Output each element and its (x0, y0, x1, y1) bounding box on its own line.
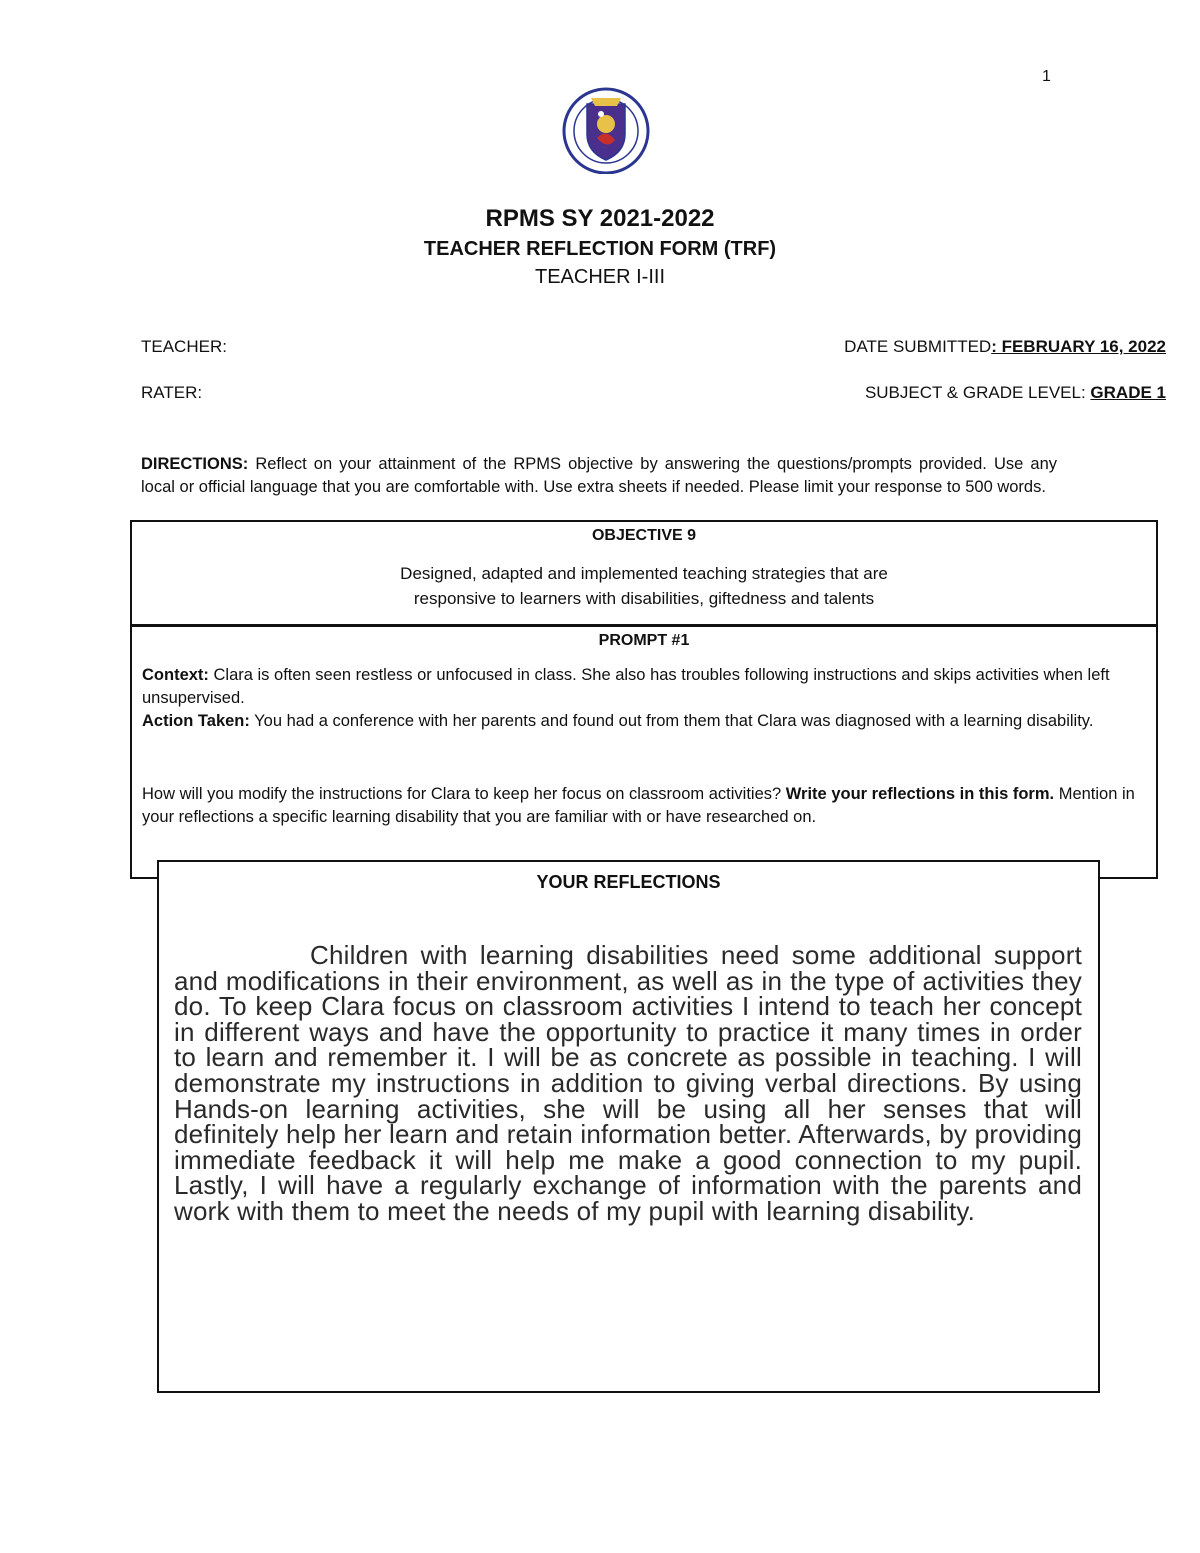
page-title: RPMS SY 2021-2022 (485, 205, 715, 232)
directions (141, 453, 1057, 499)
subject-label: SUBJECT & GRADE LEVEL: (864, 383, 1091, 402)
objective-heading: OBJECTIVE 9 (591, 527, 697, 544)
prompt-heading: PROMPT #1 (598, 632, 690, 649)
context-text: Clara is often seen restless or unfocused in class. She also has troubles following instructions and skips activities when left unsupervised. (142, 666, 1110, 707)
objective-text (132, 561, 1156, 611)
directions-label: DIRECTIONS: (141, 455, 249, 473)
prompt-context (142, 664, 1146, 710)
question-text: How will you modify the instructions for Clara to keep her focus on classroom activities? (142, 785, 786, 803)
form-subtitle: TEACHER REFLECTION FORM (TRF) (423, 238, 777, 260)
objective-line-1: Designed, adapted and implemented teaching strategies that are (400, 564, 888, 583)
context-label: Context: (142, 666, 209, 684)
subject-grade-field (865, 383, 1166, 403)
prompt-action (142, 710, 1146, 733)
page-number: 1 (1042, 68, 1051, 85)
action-text: You had a conference with her parents and found out from them that Clara was diagnosed with a learning disability. (249, 712, 1094, 730)
reflection-body: Children with learning disabilities need some additional support and modifications in their environment, as well as in the type of activities they do. To keep Clara focus on classroom activities I intend to teach her concept in different ways and have the opportunity to practice it many times in order to learn and remember it. I will be as concrete as possible in teaching. I will demonstrate my instructions in addition to giving verbal directions. By using Hands-on learning activities, she will be using all her senses that will definitely help her learn and retain information better. Afterwards, by providing immediate feedback it will help me make a good connection to my pupil. Lastly, I will have a regularly exchange of information with the parents and work with them to meet the needs of my pupil with learning disability. (174, 940, 1082, 1226)
prompt-question (142, 783, 1146, 829)
objective-line-2: responsive to learners with disabilities, giftedness and talents (413, 589, 875, 608)
position-level: TEACHER I-III (534, 266, 665, 288)
question-tail: Mention in your reflections a specific learning disability that you are familiar with or have researched on. (142, 785, 1135, 826)
action-label: Action Taken: (142, 712, 250, 730)
subject-value: GRADE 1 (1090, 383, 1166, 402)
question-bold: Write your reflections in this form. (785, 785, 1055, 803)
reflection-text (174, 940, 1082, 1226)
date-label: DATE SUBMITTED (844, 337, 992, 356)
prompt-box (130, 625, 1158, 879)
reflection-heading: YOUR REFLECTIONS (536, 872, 721, 892)
date-value: : FEBRUARY 16, 2022 (991, 337, 1166, 356)
teacher-label: TEACHER: (141, 337, 227, 356)
reflection-box (157, 860, 1100, 1393)
prompt-body (132, 650, 1156, 829)
date-submitted-field (844, 337, 1166, 357)
deped-seal-icon (551, 84, 661, 174)
directions-text: Reflect on your attainment of the RPMS objective by answering the questions/prompts provided. Use any local or official language that you are comfortable with. Use extra sheets if needed. Please limit your response to 500 words. (141, 455, 1057, 496)
objective-box (130, 520, 1158, 626)
rater-label: RATER: (141, 383, 203, 402)
